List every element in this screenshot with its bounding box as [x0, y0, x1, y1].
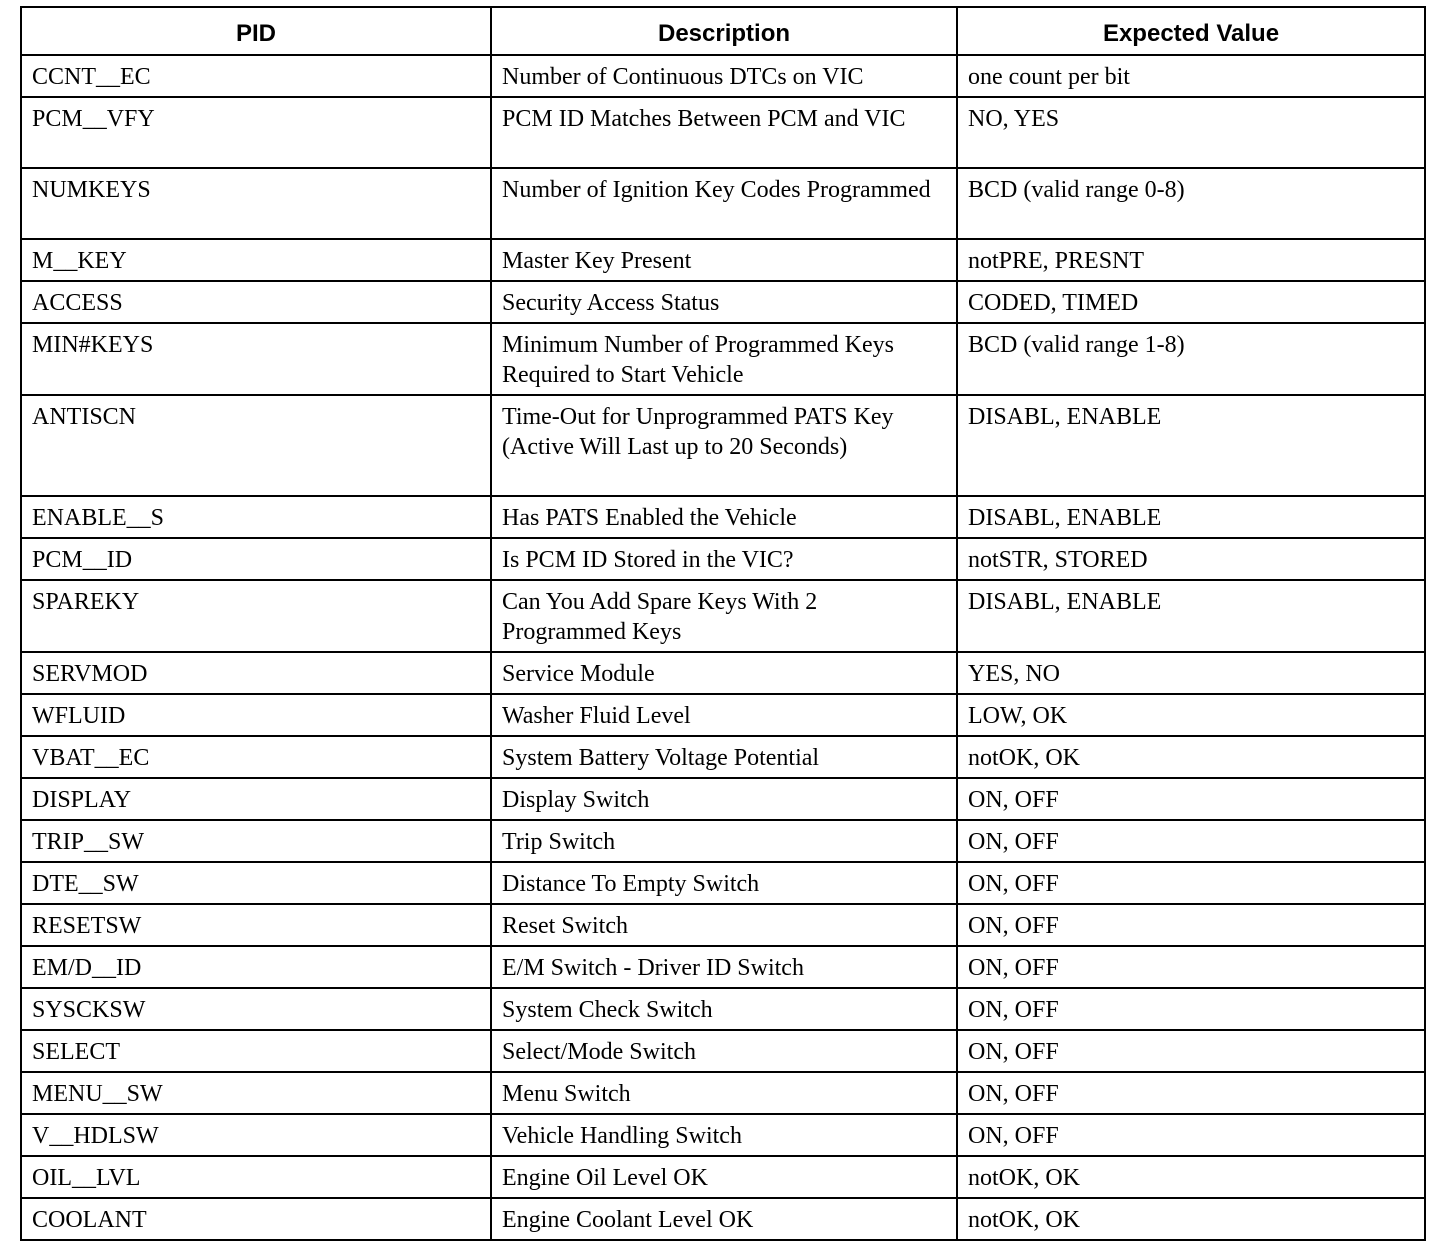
description-cell: Master Key Present	[491, 239, 957, 281]
expected-value-cell: BCD (valid range 1-8)	[957, 323, 1425, 395]
pid-cell: M__KEY	[21, 239, 491, 281]
pid-cell: SPAREKY	[21, 580, 491, 652]
expected-value-cell: ON, OFF	[957, 904, 1425, 946]
description-cell: Security Access Status	[491, 281, 957, 323]
expected-value-cell: notSTR, STORED	[957, 538, 1425, 580]
table-row	[21, 239, 1425, 281]
description-cell: Engine Oil Level OK	[491, 1156, 957, 1198]
pid-cell: ANTISCN	[21, 395, 491, 496]
expected-value-cell: ON, OFF	[957, 946, 1425, 988]
expected-value-cell: notOK, OK	[957, 1198, 1425, 1240]
description-cell: E/M Switch - Driver ID Switch	[491, 946, 957, 988]
pid-table	[20, 6, 1426, 1241]
description-cell: Washer Fluid Level	[491, 694, 957, 736]
pid-cell: OIL__LVL	[21, 1156, 491, 1198]
pid-cell: DISPLAY	[21, 778, 491, 820]
pid-cell: TRIP__SW	[21, 820, 491, 862]
table-row	[21, 694, 1425, 736]
description-cell: Display Switch	[491, 778, 957, 820]
expected-value-cell: YES, NO	[957, 652, 1425, 694]
table-row	[21, 736, 1425, 778]
expected-value-cell: DISABL, ENABLE	[957, 395, 1425, 496]
pid-cell: WFLUID	[21, 694, 491, 736]
description-cell: PCM ID Matches Between PCM and VIC	[491, 97, 957, 168]
table-row	[21, 1072, 1425, 1114]
table-row	[21, 1114, 1425, 1156]
table-row	[21, 496, 1425, 538]
expected-value-cell: ON, OFF	[957, 1072, 1425, 1114]
table-row	[21, 904, 1425, 946]
pid-cell: MIN#KEYS	[21, 323, 491, 395]
header-pid: PID	[21, 7, 491, 55]
table-row	[21, 1030, 1425, 1072]
expected-value-cell: ON, OFF	[957, 862, 1425, 904]
expected-value-cell: NO, YES	[957, 97, 1425, 168]
pid-cell: ENABLE__S	[21, 496, 491, 538]
expected-value-cell: notOK, OK	[957, 736, 1425, 778]
description-cell: Select/Mode Switch	[491, 1030, 957, 1072]
table-row	[21, 820, 1425, 862]
description-cell: Service Module	[491, 652, 957, 694]
description-cell: Has PATS Enabled the Vehicle	[491, 496, 957, 538]
pid-cell: PCM__VFY	[21, 97, 491, 168]
table-row	[21, 1156, 1425, 1198]
table-row	[21, 281, 1425, 323]
pid-cell: RESETSW	[21, 904, 491, 946]
pid-cell: ACCESS	[21, 281, 491, 323]
pid-cell: CCNT__EC	[21, 55, 491, 97]
description-cell: Is PCM ID Stored in the VIC?	[491, 538, 957, 580]
table-row	[21, 778, 1425, 820]
expected-value-cell: ON, OFF	[957, 778, 1425, 820]
description-cell: Trip Switch	[491, 820, 957, 862]
pid-cell: MENU__SW	[21, 1072, 491, 1114]
table-row	[21, 988, 1425, 1030]
expected-value-cell: ON, OFF	[957, 1030, 1425, 1072]
header-expected-value: Expected Value	[957, 7, 1425, 55]
pid-cell: EM/D__ID	[21, 946, 491, 988]
table-row	[21, 97, 1425, 168]
header-row	[21, 7, 1425, 55]
table-row	[21, 1198, 1425, 1240]
pid-cell: DTE__SW	[21, 862, 491, 904]
pid-cell: PCM__ID	[21, 538, 491, 580]
table-row	[21, 323, 1425, 395]
table-row	[21, 862, 1425, 904]
table-row	[21, 168, 1425, 239]
description-cell: System Battery Voltage Potential	[491, 736, 957, 778]
table-row	[21, 652, 1425, 694]
expected-value-cell: ON, OFF	[957, 820, 1425, 862]
pid-cell: SERVMOD	[21, 652, 491, 694]
table-row	[21, 946, 1425, 988]
description-cell: Time-Out for Unprogrammed PATS Key (Active Will Last up to 20 Seconds)	[491, 395, 957, 496]
description-cell: Can You Add Spare Keys With 2 Programmed Keys	[491, 580, 957, 652]
expected-value-cell: DISABL, ENABLE	[957, 496, 1425, 538]
pid-table-sheet	[20, 6, 1424, 1241]
table-row	[21, 580, 1425, 652]
pid-cell: V__HDLSW	[21, 1114, 491, 1156]
expected-value-cell: BCD (valid range 0-8)	[957, 168, 1425, 239]
expected-value-cell: ON, OFF	[957, 1114, 1425, 1156]
description-cell: Number of Continuous DTCs on VIC	[491, 55, 957, 97]
expected-value-cell: DISABL, ENABLE	[957, 580, 1425, 652]
table-row	[21, 55, 1425, 97]
description-cell: System Check Switch	[491, 988, 957, 1030]
pid-cell: VBAT__EC	[21, 736, 491, 778]
expected-value-cell: CODED, TIMED	[957, 281, 1425, 323]
pid-cell: NUMKEYS	[21, 168, 491, 239]
description-cell: Menu Switch	[491, 1072, 957, 1114]
expected-value-cell: notPRE, PRESNT	[957, 239, 1425, 281]
table-row	[21, 395, 1425, 496]
expected-value-cell: notOK, OK	[957, 1156, 1425, 1198]
description-cell: Vehicle Handling Switch	[491, 1114, 957, 1156]
expected-value-cell: LOW, OK	[957, 694, 1425, 736]
pid-cell: SELECT	[21, 1030, 491, 1072]
description-cell: Distance To Empty Switch	[491, 862, 957, 904]
description-cell: Minimum Number of Programmed Keys Required to Start Vehicle	[491, 323, 957, 395]
description-cell: Reset Switch	[491, 904, 957, 946]
expected-value-cell: one count per bit	[957, 55, 1425, 97]
pid-cell: COOLANT	[21, 1198, 491, 1240]
table-row	[21, 538, 1425, 580]
header-description: Description	[491, 7, 957, 55]
expected-value-cell: ON, OFF	[957, 988, 1425, 1030]
description-cell: Engine Coolant Level OK	[491, 1198, 957, 1240]
description-cell: Number of Ignition Key Codes Programmed	[491, 168, 957, 239]
pid-cell: SYSCKSW	[21, 988, 491, 1030]
